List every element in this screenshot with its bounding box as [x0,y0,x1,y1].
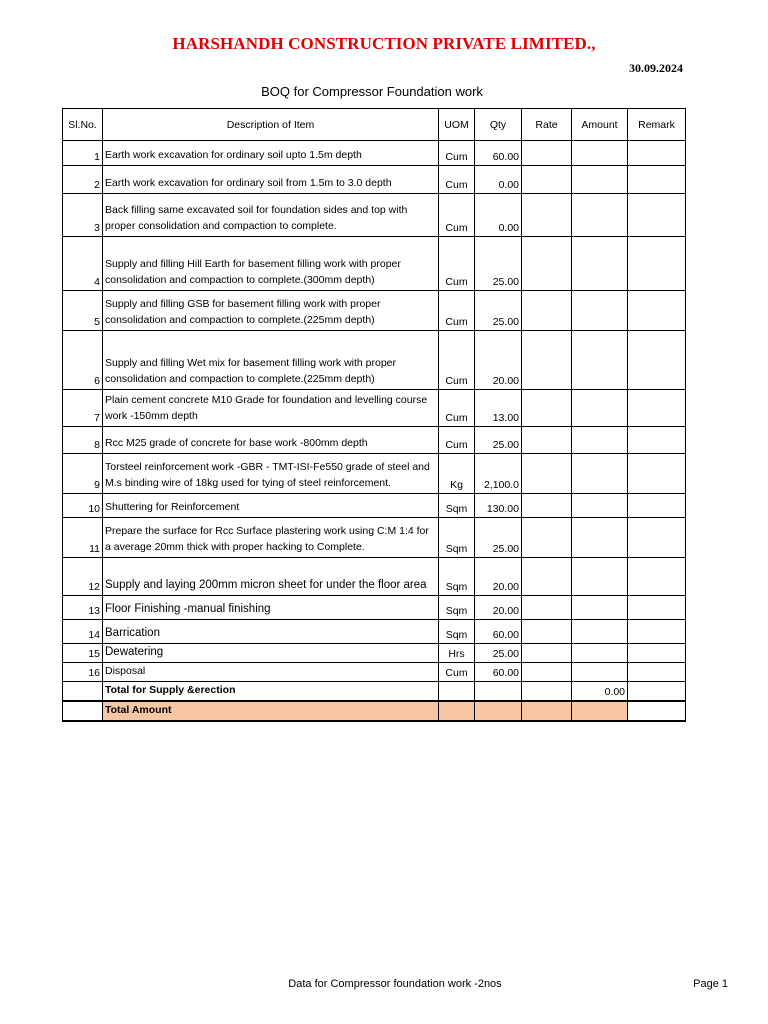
row-rate [522,237,572,291]
grand-total-label: Total Amount [103,701,439,721]
row-uom: Sqm [439,494,475,518]
row-slno [63,682,103,702]
row-uom: Cum [439,291,475,331]
row-uom: Kg [439,454,475,494]
row-uom: Sqm [439,558,475,596]
row-rate [522,454,572,494]
row-rate [522,390,572,427]
row-remark [628,518,686,558]
table-row [63,427,686,454]
row-slno: 2 [63,166,103,194]
row-amount [572,454,628,494]
table-row [63,558,686,596]
row-uom: Cum [439,141,475,166]
table-row [63,141,686,166]
row-amount [572,644,628,663]
row-amount [572,518,628,558]
table-row [63,194,686,237]
row-qty: 2,100.0 [475,454,522,494]
row-slno: 9 [63,454,103,494]
row-slno: 4 [63,237,103,291]
row-amount [572,620,628,644]
row-amount [572,558,628,596]
row-description: Torsteel reinforcement work -GBR - TMT-ISI-Fe550 grade of steel and M.s binding wire of 18kg used for tying of steel reinforcement. [103,454,439,494]
row-slno: 13 [63,596,103,620]
row-amount [572,596,628,620]
row-rate [522,518,572,558]
total-label: Total for Supply &erection [103,682,439,702]
row-remark [628,644,686,663]
row-rate [522,663,572,682]
boq-table [62,108,686,722]
row-slno: 1 [63,141,103,166]
row-slno: 12 [63,558,103,596]
table-row [63,390,686,427]
row-remark [628,558,686,596]
row-uom: Cum [439,427,475,454]
row-uom [439,701,475,721]
row-uom: Cum [439,663,475,682]
page-number: Page 1 [693,978,728,990]
table-row [63,518,686,558]
row-amount [572,427,628,454]
table-row [63,596,686,620]
table-row [63,644,686,663]
row-remark [628,620,686,644]
row-remark [628,141,686,166]
row-uom [439,682,475,702]
row-description: Shuttering for Reinforcement [103,494,439,518]
row-rate [522,644,572,663]
document-title: BOQ for Compressor Foundation work [261,84,483,99]
row-description: Disposal [103,663,439,682]
row-slno: 16 [63,663,103,682]
row-slno: 6 [63,331,103,390]
row-description: Rcc M25 grade of concrete for base work -800mm depth [103,427,439,454]
row-amount [572,331,628,390]
row-rate [522,558,572,596]
table-row [63,331,686,390]
row-description: Supply and laying 200mm micron sheet for under the floor area [103,558,439,596]
row-description: Earth work excavation for ordinary soil upto 1.5m depth [103,141,439,166]
row-rate [522,701,572,721]
row-description: Supply and filling Wet mix for basement filling work with proper consolidation and compaction to complete.(225mm depth) [103,331,439,390]
col-header-slno: Sl.No. [63,109,103,141]
row-remark [628,194,686,237]
col-header-remark: Remark [628,109,686,141]
row-rate [522,427,572,454]
row-amount [572,291,628,331]
row-rate [522,331,572,390]
col-header-rate: Rate [522,109,572,141]
total-amount: 0.00 [572,682,628,702]
row-remark [628,390,686,427]
table-row [63,454,686,494]
row-rate [522,494,572,518]
row-uom: Sqm [439,518,475,558]
row-slno: 5 [63,291,103,331]
row-qty [475,682,522,702]
row-slno: 14 [63,620,103,644]
row-description: Earth work excavation for ordinary soil from 1.5m to 3.0 depth [103,166,439,194]
row-qty: 60.00 [475,620,522,644]
row-qty: 0.00 [475,166,522,194]
row-description: Supply and filling Hill Earth for basement filling work with proper consolidation and compaction to complete.(300mm depth) [103,237,439,291]
row-qty: 20.00 [475,331,522,390]
row-slno: 7 [63,390,103,427]
row-qty: 130.00 [475,494,522,518]
row-qty: 60.00 [475,141,522,166]
row-qty: 25.00 [475,518,522,558]
row-qty: 25.00 [475,237,522,291]
total-row [63,682,686,702]
row-qty: 20.00 [475,558,522,596]
row-uom: Cum [439,194,475,237]
row-qty: 25.00 [475,644,522,663]
col-header-qty: Qty [475,109,522,141]
row-slno: 10 [63,494,103,518]
table-row [63,166,686,194]
row-remark [628,237,686,291]
row-rate [522,596,572,620]
row-amount [572,141,628,166]
row-qty: 0.00 [475,194,522,237]
row-rate [522,620,572,644]
row-slno: 8 [63,427,103,454]
row-uom: Cum [439,390,475,427]
row-description: Back filling same excavated soil for foundation sides and top with proper consolidation and compaction to complete. [103,194,439,237]
row-qty [475,701,522,721]
row-qty: 25.00 [475,291,522,331]
table-row [63,663,686,682]
row-amount [572,663,628,682]
row-uom: Hrs [439,644,475,663]
document-date: 30.09.2024 [629,61,683,75]
footer-note: Data for Compressor foundation work -2nos [288,978,502,990]
row-qty: 60.00 [475,663,522,682]
company-name: HARSHANDH CONSTRUCTION PRIVATE LIMITED., [172,34,596,53]
row-description: Prepare the surface for Rcc Surface plastering work using C:M 1:4 for a average 20mm thick with proper hacking to Complete. [103,518,439,558]
row-amount [572,494,628,518]
row-uom: Sqm [439,620,475,644]
row-description: Floor Finishing -manual finishing [103,596,439,620]
row-qty: 20.00 [475,596,522,620]
row-slno: 11 [63,518,103,558]
row-slno: 3 [63,194,103,237]
row-remark [628,166,686,194]
row-uom: Cum [439,237,475,291]
col-header-uom: UOM [439,109,475,141]
row-rate [522,291,572,331]
row-remark [628,701,686,721]
row-description: Supply and filling GSB for basement filling work with proper consolidation and compaction to complete.(225mm depth) [103,291,439,331]
row-amount [572,194,628,237]
row-remark [628,596,686,620]
row-uom: Cum [439,166,475,194]
grand-total-row [63,701,686,721]
table-row [63,494,686,518]
row-qty: 13.00 [475,390,522,427]
row-slno: 15 [63,644,103,663]
row-rate [522,682,572,702]
row-remark [628,682,686,702]
row-description: Plain cement concrete M10 Grade for foundation and levelling course work -150mm depth [103,390,439,427]
row-description: Barrication [103,620,439,644]
row-uom: Sqm [439,596,475,620]
row-rate [522,166,572,194]
table-row [63,620,686,644]
table-row [63,237,686,291]
table-row [63,291,686,331]
table-header-row [63,109,686,141]
row-amount [572,237,628,291]
row-amount [572,166,628,194]
row-remark [628,663,686,682]
row-remark [628,454,686,494]
row-slno [63,701,103,721]
row-uom: Cum [439,331,475,390]
col-header-description: Description of Item [103,109,439,141]
row-rate [522,141,572,166]
row-remark [628,291,686,331]
row-remark [628,494,686,518]
row-rate [522,194,572,237]
row-remark [628,331,686,390]
row-qty: 25.00 [475,427,522,454]
row-remark [628,427,686,454]
row-amount [572,390,628,427]
grand-total-amount [572,701,628,721]
row-description: Dewatering [103,644,439,663]
col-header-amount: Amount [572,109,628,141]
